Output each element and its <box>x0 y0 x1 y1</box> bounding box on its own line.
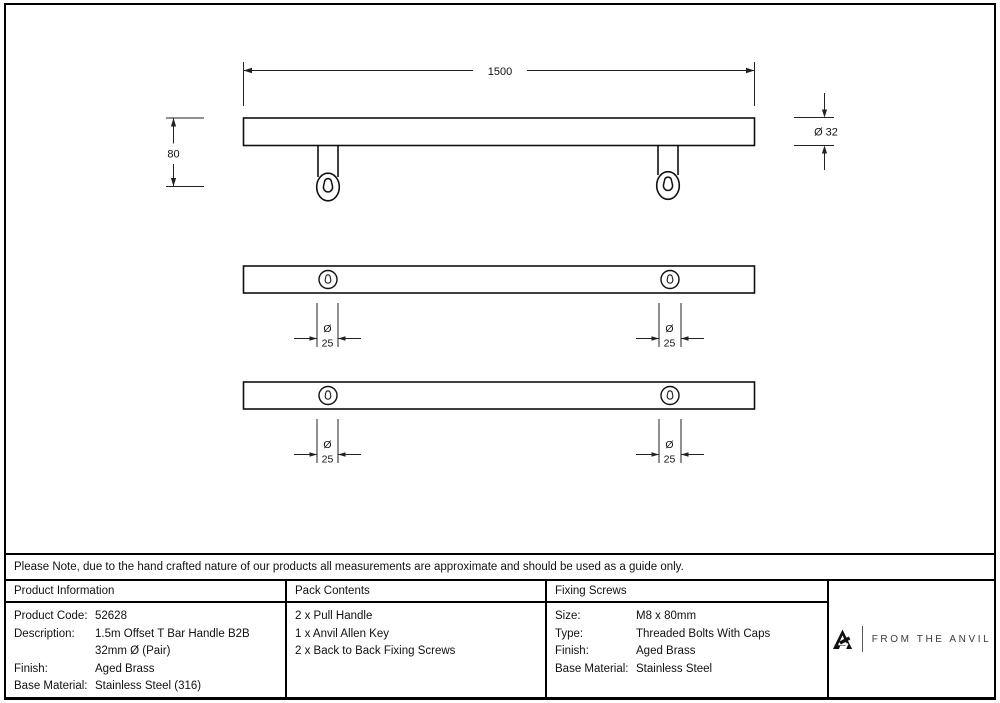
table-row: Finish: Aged Brass <box>555 645 696 657</box>
dim-length-label: 1500 <box>487 65 513 78</box>
anvil-logo-icon <box>832 629 853 650</box>
dim-hole-25-upper-left <box>294 303 361 350</box>
svg-text:25: 25 <box>321 453 334 466</box>
dim-hole-25-upper-right <box>636 303 704 350</box>
pack-contents-body <box>287 603 545 661</box>
svg-text:Ø: Ø <box>323 439 332 451</box>
info-table <box>6 581 994 697</box>
brand-name: FROM THE ANVIL <box>871 633 992 645</box>
table-row: Type: Threaded Bolts With Caps <box>555 627 771 640</box>
brand-cell <box>829 581 994 697</box>
table-row: Description: 1.5m Offset T Bar Handle B2B <box>14 627 250 640</box>
fixing-screws-header: Fixing Screws <box>547 581 827 603</box>
list-item: 2 x Back to Back Fixing Screws <box>295 645 456 657</box>
pack-contents-header: Pack Contents <box>287 581 545 603</box>
note-bar <box>6 553 994 581</box>
dim-diameter-32 <box>794 93 838 170</box>
svg-text:25: 25 <box>663 337 676 350</box>
dim-hole-25-lower-right <box>636 419 704 466</box>
sheet-frame <box>4 3 996 700</box>
technical-drawing <box>6 5 994 553</box>
table-row: Base Material: Stainless Steel (316) <box>14 680 202 692</box>
pack-contents-column <box>287 581 547 697</box>
plan-view-upper <box>244 266 755 350</box>
svg-text:Ø: Ø <box>665 323 674 335</box>
table-row: 32mm Ø (Pair) <box>95 645 171 657</box>
dim-length-1500 <box>244 62 755 106</box>
table-row: Base Material: Stainless Steel <box>555 662 713 675</box>
brand-separator <box>862 626 863 652</box>
brand-logo <box>832 626 992 652</box>
dim-diameter-label: Ø 32 <box>814 126 838 139</box>
table-row: Size: M8 x 80mm <box>555 610 697 622</box>
table-row: Finish: Aged Brass <box>14 662 155 675</box>
list-item: 1 x Anvil Allen Key <box>295 627 389 640</box>
product-information-body <box>6 603 285 696</box>
product-information-header: Product Information <box>6 581 285 603</box>
side-view <box>244 118 755 201</box>
fixing-screws-body <box>547 603 827 678</box>
list-item: 2 x Pull Handle <box>295 610 373 622</box>
dim-hole-25-lower-left <box>294 419 361 466</box>
dim-height-80 <box>166 118 204 187</box>
svg-text:25: 25 <box>321 337 334 350</box>
note-text: Please Note, due to the hand crafted nature of our products all measurements are approximate and should be used as a guide only. <box>14 561 684 573</box>
product-information-column <box>6 581 287 697</box>
dim-height-label: 80 <box>167 148 180 161</box>
svg-text:Ø: Ø <box>323 323 332 335</box>
svg-text:Ø: Ø <box>665 439 674 451</box>
fixing-screws-column <box>547 581 829 697</box>
plan-view-lower <box>244 382 755 466</box>
svg-text:25: 25 <box>663 453 676 466</box>
table-row: Product Code: 52628 <box>14 610 127 622</box>
